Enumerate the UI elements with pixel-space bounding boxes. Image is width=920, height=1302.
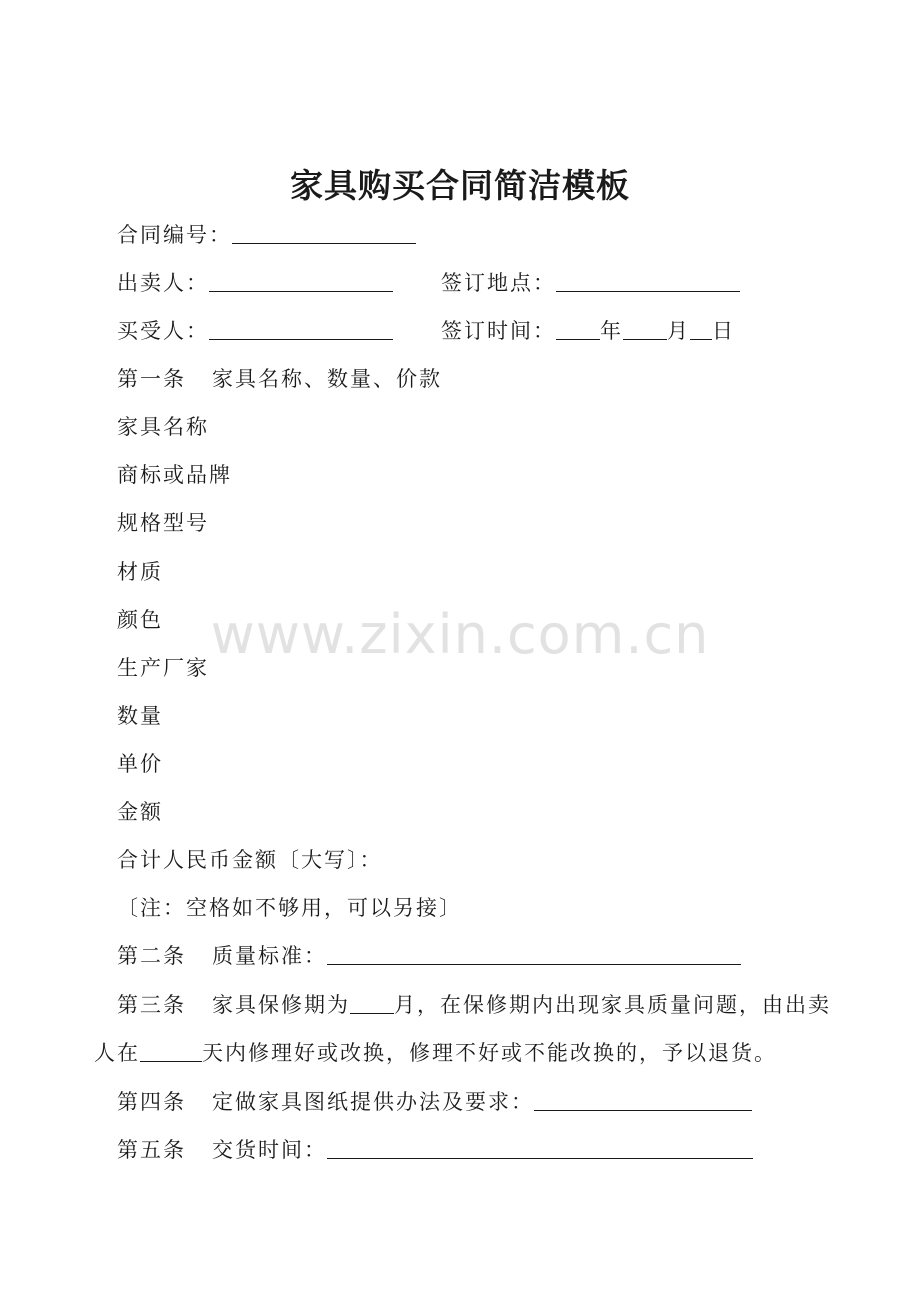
total-amount-label: 合计人民币金额〔大写〕： (117, 848, 383, 872)
contract-no-label: 合同编号： (117, 223, 232, 247)
quality-standard-blank (327, 944, 741, 965)
item-row: 规格型号 (117, 511, 209, 535)
year-blank (556, 319, 600, 340)
article-3-number: 第三条 (117, 993, 186, 1017)
note-text: 〔注：空格如不够用，可以另接〕 (117, 896, 462, 920)
article-3-text-c: 人在 (94, 1041, 140, 1065)
article-3-text-d: 天内修理好或改换，修理不好或不能改换的，予以退货。 (202, 1041, 777, 1065)
year-label: 年 (600, 319, 623, 343)
article-4-text: 定做家具图纸提供办法及要求： (212, 1090, 534, 1114)
article-5 (117, 1135, 753, 1165)
seller-blank (209, 271, 393, 292)
article-2 (117, 941, 741, 971)
seller-row (117, 268, 393, 298)
repair-days-blank (140, 1041, 202, 1062)
item-row: 生产厂家 (117, 656, 209, 680)
article-5-number: 第五条 (117, 1138, 186, 1162)
article-1-text: 家具名称、数量、价款 (212, 367, 442, 391)
sign-time-label: 签订时间： (441, 319, 556, 343)
day-blank (690, 319, 712, 340)
day-label: 日 (712, 319, 735, 343)
article-3 (117, 990, 831, 1020)
article-4-number: 第四条 (117, 1090, 186, 1114)
month-label: 月 (667, 319, 690, 343)
article-1 (117, 364, 442, 394)
article-1-number: 第一条 (117, 367, 186, 391)
contract-no-row (117, 220, 416, 250)
article-3-text-b: 月，在保修期内出现家具质量问题，由出卖 (394, 993, 831, 1017)
delivery-time-blank (327, 1138, 753, 1159)
item-row: 单价 (117, 752, 163, 776)
buyer-label: 买受人： (117, 319, 209, 343)
buyer-row (117, 316, 393, 346)
watermark: www.zixin.com.cn (210, 603, 710, 666)
buyer-blank (209, 319, 393, 340)
article-2-number: 第二条 (117, 944, 186, 968)
item-row: 金额 (117, 800, 163, 824)
article-2-text: 质量标准： (212, 944, 327, 968)
article-3-continued (94, 1038, 777, 1068)
month-blank (623, 319, 667, 340)
document-title: 家具购买合同简洁模板 (290, 166, 630, 205)
article-3-text-a: 家具保修期为 (212, 993, 350, 1017)
contract-no-blank (232, 223, 416, 244)
drawing-requirements-blank (534, 1090, 752, 1111)
item-row: 家具名称 (117, 415, 209, 439)
article-5-text: 交货时间： (212, 1138, 327, 1162)
sign-time-row (441, 316, 735, 346)
sign-place-row (441, 268, 740, 298)
item-row: 数量 (117, 704, 163, 728)
sign-place-label: 签订地点： (441, 271, 556, 295)
item-row: 颜色 (117, 608, 163, 632)
seller-label: 出卖人： (117, 271, 209, 295)
warranty-months-blank (350, 993, 394, 1014)
article-4 (117, 1087, 752, 1117)
sign-place-blank (556, 271, 740, 292)
item-row: 商标或品牌 (117, 463, 232, 487)
item-row: 材质 (117, 560, 163, 584)
